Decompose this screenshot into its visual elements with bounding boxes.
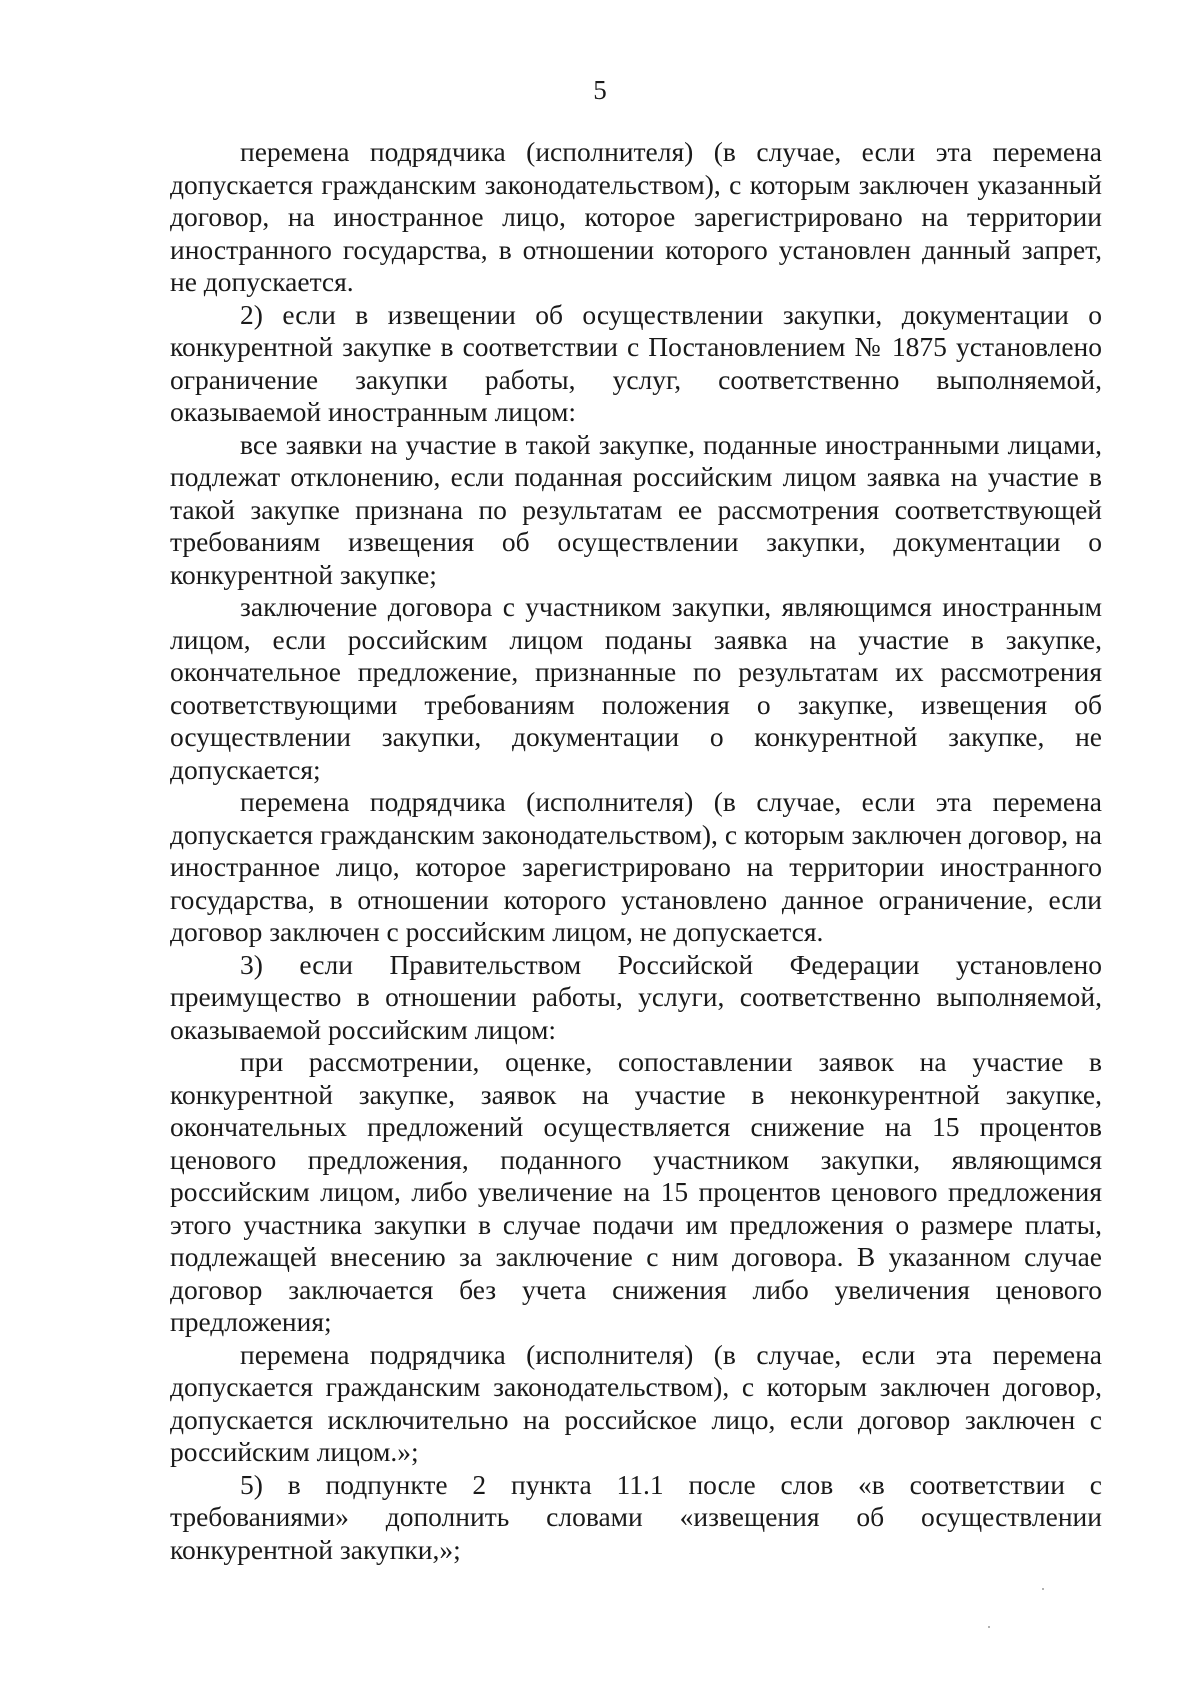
page-number: 5 [593, 75, 607, 105]
paragraph-contractor-change-russian-only: перемена подрядчика (исполнителя) (в случае, если эта перемена допускается гражданским законодательством), с которым заключен договор, допускается исключительно на российское лицо, если договор заключен с российским лицом.»; [170, 1338, 1102, 1467]
paragraph-price-adjustment-15-percent: при рассмотрении, оценке, сопоставлении заявок на участие в конкурентной закупке, заявок на участие в неконкурентной закупке, окончательных предложений осуществляется снижение на 15 процентов ценового предложения, поданного участником закупки, являющимся российским лицом, либо увеличение на 15 процентов ценового предложения этого участника закупки в случае подачи им предложения о размере платы, подлежащей внесению за заключение с ним договора. В указанном случае договор заключается без учета снижения либо увеличения ценового предложения; [170, 1046, 1102, 1337]
paragraph-item-2-restriction: 2) если в извещении об осуществлении закупки, документации о конкурентной закупке в соответствии с Постановлением № 1875 установлено ограничение закупки работы, услуг, соответственно выполняемой, оказываемой иностранным лицом: [170, 298, 1102, 427]
paragraph-foreign-applications-rejected: все заявки на участие в такой закупке, поданные иностранными лицами, подлежат отклонению, если поданная российским лицом заявка на участие в такой закупке признана по результатам ее рассмотрения соответствующей требованиям извещения об осуществлении закупки, документации о конкурентной закупке; [170, 428, 1102, 590]
paragraph-item-5-amendment: 5) в подпункте 2 пункта 11.1 после слов «в соответствии с требованиями» дополнить словами «извещения об осуществлении конкурентной закупки,»; [170, 1468, 1102, 1565]
document-body [170, 136, 1102, 1566]
paragraph-contract-with-foreign-participant: заключение договора с участником закупки, являющимся иностранным лицом, если российским лицом поданы заявка на участие в закупке, окончательное предложение, признанные по результатам их рассмотрения соответствующими требованиям положения о закупке, извещения об осуществлении закупки, документации о конкурентной закупке, не допускается; [170, 591, 1102, 785]
paragraph-contractor-change-restriction: перемена подрядчика (исполнителя) (в случае, если эта перемена допускается гражданским законодательством), с которым заключен договор, на иностранное лицо, которое зарегистрировано на территории иностранного государства, в отношении которого установлено данное ограничение, если договор заключен с российским лицом, не допускается. [170, 786, 1102, 947]
paragraph-item-3-preference: 3) если Правительством Российской Федерации установлено преимущество в отношении работы, услуги, соответственно выполняемой, оказываемой российским лицом: [170, 948, 1102, 1045]
paragraph-contractor-change-ban: перемена подрядчика (исполнителя) (в случае, если эта перемена допускается гражданским законодательством), с которым заключен указанный договор, на иностранное лицо, которое зарегистрировано на территории иностранного государства, в отношении которого установлен данный запрет, не допускается. [170, 136, 1102, 297]
scan-speck [988, 1626, 990, 1628]
scan-speck [1042, 1588, 1044, 1590]
